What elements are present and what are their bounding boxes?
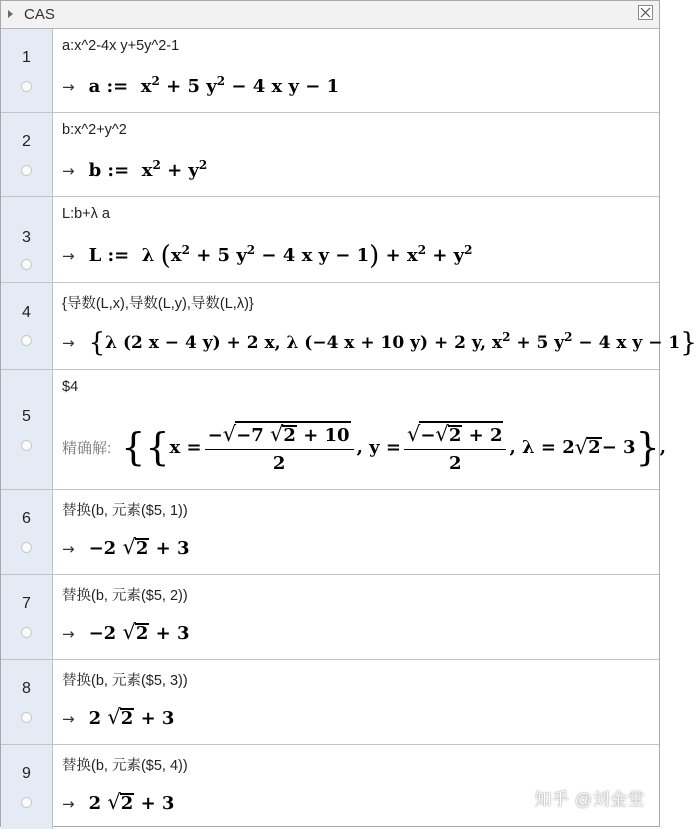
paren-close: )	[369, 241, 380, 271]
output-radicand: 2	[135, 623, 149, 644]
row-header[interactable]	[1, 370, 53, 489]
output-term: −7	[236, 424, 270, 446]
output-value	[62, 328, 697, 358]
brace-close: }	[635, 425, 660, 469]
output-radicand: 2	[120, 793, 134, 814]
output-exponent: 2	[198, 158, 208, 172]
row-number: 2	[22, 133, 31, 150]
show-output-toggle[interactable]	[21, 797, 32, 808]
output-radicand: 2	[448, 424, 462, 446]
cas-row[interactable]	[1, 490, 659, 575]
output-lhs: b :=	[88, 160, 130, 181]
row-number: 5	[22, 408, 31, 425]
output-value	[62, 160, 207, 181]
cas-row[interactable]	[1, 575, 659, 660]
output-arrow-icon: →	[62, 247, 75, 265]
output-term: 2	[88, 708, 108, 729]
collapse-arrow-icon[interactable]	[8, 10, 13, 18]
row-number: 8	[22, 680, 31, 697]
output-arrow-icon: →	[62, 710, 75, 728]
sqrt-icon: √	[222, 421, 237, 446]
output-term: + 10	[296, 424, 350, 446]
show-output-toggle[interactable]	[21, 81, 32, 92]
title-bar	[1, 1, 659, 29]
input-field[interactable]: 替换(b, 元素($5, 2))	[62, 588, 188, 604]
row-header[interactable]	[1, 29, 53, 112]
cas-row[interactable]	[1, 283, 697, 370]
output-term: , y =	[356, 436, 401, 458]
brace-open: {	[88, 328, 106, 358]
row-header[interactable]	[1, 575, 53, 659]
output-term: −2	[88, 538, 123, 559]
output-term: λ	[141, 245, 161, 266]
output-radicand: 2	[283, 424, 296, 446]
input-field[interactable]: {导数(L,x),导数(L,y),导数(L,λ)}	[62, 296, 254, 312]
brace-open: {	[145, 425, 170, 469]
sqrt-icon: √	[435, 421, 449, 446]
sqrt-icon: √	[270, 421, 284, 446]
output-term: λ (2 x − 4 y) + 2 x, λ (−4 x + 10 y) + 2 y, x	[105, 333, 503, 353]
show-output-toggle[interactable]	[21, 627, 32, 638]
row-header[interactable]	[1, 113, 53, 196]
show-output-toggle[interactable]	[21, 259, 32, 270]
sqrt-icon: √	[122, 535, 136, 559]
output-term: − 4 x y − 1	[225, 76, 340, 97]
output-term: + 5 y	[510, 333, 565, 353]
row-number: 7	[22, 595, 31, 612]
show-output-toggle[interactable]	[21, 335, 32, 346]
row-number: 6	[22, 510, 31, 527]
input-field[interactable]: a:x^2-4x y+5y^2-1	[62, 38, 180, 54]
output-value	[62, 241, 472, 271]
sqrt-icon: √	[406, 421, 421, 446]
output-term: + 2	[462, 424, 503, 446]
fraction	[205, 421, 354, 474]
row-header[interactable]	[1, 660, 53, 744]
cas-row[interactable]	[1, 660, 659, 745]
output-term: , λ = 2	[509, 436, 575, 458]
sqrt-icon: √	[122, 620, 136, 644]
output-term: + 5 y	[189, 245, 247, 266]
input-field[interactable]: b:x^2+y^2	[62, 122, 127, 138]
row-number: 4	[22, 304, 31, 321]
output-term: − 4 x y − 1	[255, 245, 370, 266]
row-number: 9	[22, 765, 31, 782]
output-exponent: 2	[464, 243, 473, 257]
fraction	[404, 421, 507, 474]
output-term: 2	[272, 452, 286, 474]
output-arrow-icon: →	[62, 540, 75, 558]
output-value	[62, 705, 174, 729]
output-term: −	[207, 424, 223, 446]
output-exponent: 2	[246, 243, 256, 257]
output-value: 精确解: { { x = $\frac{-√-7 √2 + 10}{2}$ , y = $\frac{√-√2 + 2}{2}$ , λ = 2 √ 2 − 3 } ,	[62, 421, 667, 474]
output-arrow-icon: →	[62, 625, 75, 643]
row-header[interactable]	[1, 197, 53, 282]
cas-row[interactable]	[1, 197, 659, 283]
brace-open: {	[121, 425, 146, 469]
input-field[interactable]: $4	[62, 379, 79, 395]
output-arrow-icon: →	[62, 334, 75, 352]
output-radicand: 2	[135, 538, 149, 559]
sqrt-icon: √	[574, 435, 589, 459]
output-term: −2	[88, 623, 123, 644]
cas-row[interactable]	[1, 113, 659, 197]
output-value	[62, 76, 339, 97]
output-lhs: L :=	[88, 245, 130, 266]
output-value	[62, 790, 174, 814]
close-button[interactable]	[638, 5, 653, 20]
output-term: x =	[169, 436, 202, 458]
output-term: 2	[448, 452, 462, 474]
output-exponent: 2	[151, 74, 160, 88]
input-field[interactable]: 替换(b, 元素($5, 1))	[62, 503, 188, 519]
row-number: 3	[22, 229, 31, 246]
row-number: 1	[22, 49, 31, 66]
output-exponent: 2	[181, 243, 190, 257]
output-term: + y	[160, 160, 199, 181]
output-lhs: a :=	[88, 76, 129, 97]
output-term: + 3	[134, 708, 175, 729]
close-icon	[640, 7, 651, 18]
output-term: + 5 y	[159, 76, 217, 97]
output-exponent: 2	[152, 158, 161, 172]
output-exponent: 2	[564, 330, 573, 344]
output-radicand: 2	[120, 708, 134, 729]
output-exponent: 2	[417, 243, 427, 257]
output-term: − 3	[601, 436, 636, 458]
show-output-toggle[interactable]	[21, 542, 32, 553]
show-output-toggle[interactable]	[21, 440, 32, 451]
input-field[interactable]: 替换(b, 元素($5, 4))	[62, 758, 188, 774]
row-header[interactable]	[1, 490, 53, 574]
sqrt-icon: √	[107, 790, 121, 814]
brace-close: }	[680, 328, 697, 358]
cas-row[interactable]	[1, 370, 667, 490]
output-arrow-icon: →	[62, 162, 75, 180]
output-term: 2	[88, 793, 108, 814]
output-exponent: 2	[502, 330, 511, 344]
row-header[interactable]	[1, 745, 53, 829]
cas-rows	[1, 29, 697, 829]
output-term: + 3	[149, 538, 190, 559]
output-value	[62, 535, 190, 559]
output-term: + x	[379, 245, 418, 266]
row-header[interactable]	[1, 283, 53, 369]
output-exponent: 2	[216, 74, 226, 88]
paren-open: (	[160, 241, 171, 271]
output-arrow-icon: →	[62, 78, 75, 96]
window-title: CAS	[24, 6, 55, 23]
input-field[interactable]: L:b+λ a	[62, 206, 110, 222]
output-term: + 3	[149, 623, 190, 644]
cas-row[interactable]	[1, 29, 659, 113]
input-field[interactable]: 替换(b, 元素($5, 3))	[62, 673, 188, 689]
output-term: x	[141, 160, 153, 181]
output-term: + 3	[134, 793, 175, 814]
output-term: x	[140, 76, 152, 97]
output-term: − 4 x y − 1	[572, 333, 681, 353]
sqrt-icon: √	[107, 705, 121, 729]
output-term: x	[170, 245, 182, 266]
output-radicand: 2	[588, 436, 601, 458]
output-value	[62, 620, 190, 644]
show-output-toggle[interactable]	[21, 165, 32, 176]
output-arrow-icon: →	[62, 795, 75, 813]
watermark: 知乎 @刘金堂	[534, 790, 645, 809]
output-term: −	[420, 424, 436, 446]
output-prefix: 精确解:	[62, 439, 112, 457]
output-term: + y	[426, 245, 465, 266]
show-output-toggle[interactable]	[21, 712, 32, 723]
